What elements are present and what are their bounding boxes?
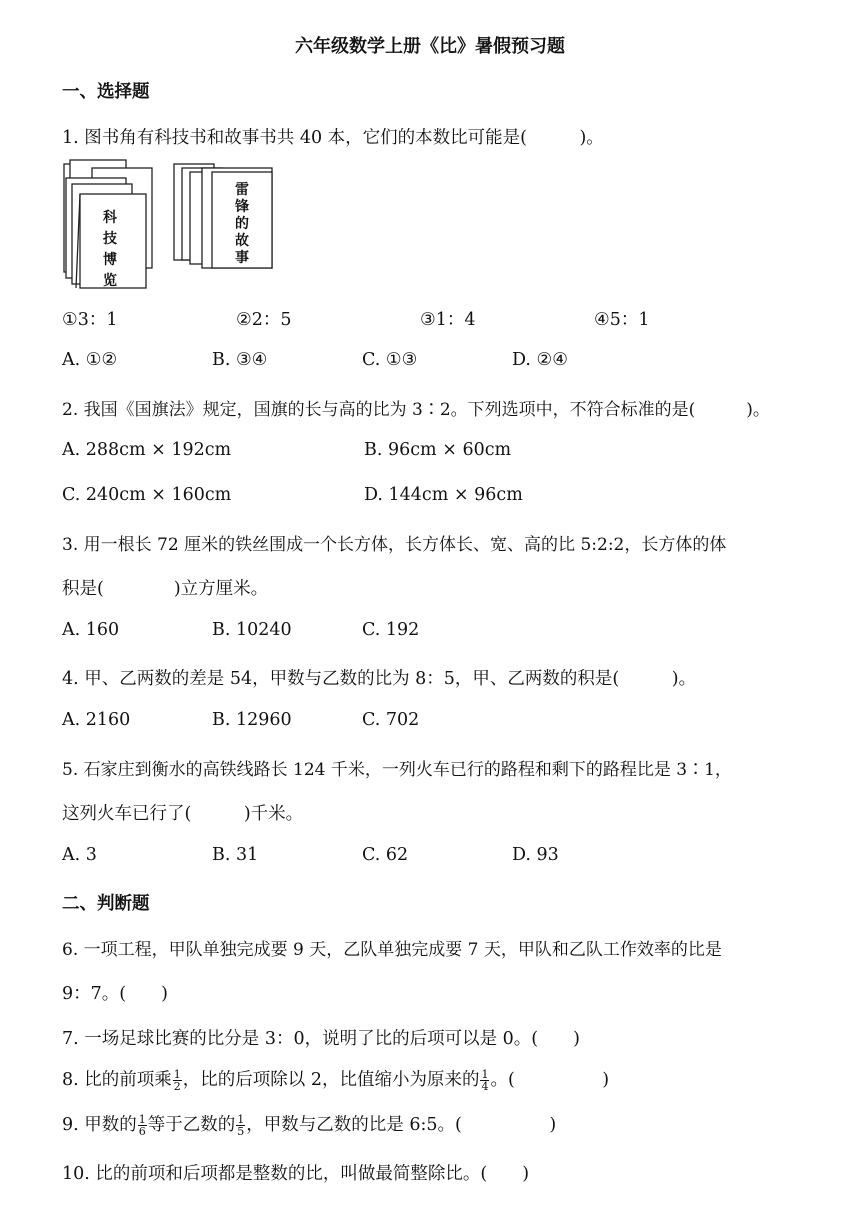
q4-option-c: C. 702 xyxy=(362,710,420,730)
ratio-4: ④5：1 xyxy=(594,310,650,330)
q4-option-a: A. 2160 xyxy=(62,710,131,730)
question-3-line-1: 3. 用一根长 72 厘米的铁丝围成一个长方体，长方体长、宽、高的比 5:2:2，长方体的体 xyxy=(62,535,727,555)
question-6-line-1: 6. 一项工程，甲队单独完成要 9 天，乙队单独完成要 7 天，甲队和乙队工作效率的比是 xyxy=(62,940,722,960)
ratio-1: ①3：1 xyxy=(62,310,118,330)
section-heading-judge: 二、判断题 xyxy=(62,894,150,914)
question-1-text: 1. 图书角有科技书和故事书共 40 本，它们的本数比可能是( )。 xyxy=(62,128,604,148)
question-5-line-1: 5. 石家庄到衡水的高铁线路长 124 千米，一列火车已行的路程和剩下的路程比是 3∶1， xyxy=(62,760,732,780)
q3-option-a: A. 160 xyxy=(62,620,120,640)
fraction-one-half: $\frac{1}{2}$ xyxy=(173,1068,181,1093)
ratio-3: ③1：4 xyxy=(420,310,476,330)
q1-option-b: B. ③④ xyxy=(212,350,268,370)
fraction-one-fifth: $\frac{1}{5}$ xyxy=(237,1113,245,1138)
fraction-one-quarter: $\frac{1}{4}$ xyxy=(481,1068,489,1093)
ratio-2: ②2：5 xyxy=(236,310,292,330)
q1-option-a: A. ①② xyxy=(62,350,118,370)
q5-option-a: A. 3 xyxy=(62,845,97,865)
section-heading-choice: 一、选择题 xyxy=(62,82,150,102)
q2-option-d: D. 144cm × 96cm xyxy=(364,485,523,505)
fraction-one-sixth: $\frac{1}{6}$ xyxy=(138,1113,146,1138)
q2-option-b: B. 96cm × 60cm xyxy=(364,440,512,460)
question-3-line-2: 积是( )立方厘米。 xyxy=(62,579,269,599)
question-4-text: 4. 甲、乙两数的差是 54，甲数与乙数的比为 8：5，甲、乙两数的积是( )。 xyxy=(62,669,697,689)
question-8-text: 8. 比的前项乘 $\frac{1}{2}$ ，比的后项除以 2，比值缩小为原来的 $\frac{1}{4}$ 。( ) xyxy=(62,1068,610,1093)
question-6-line-2: 9：7。( ) xyxy=(62,984,168,1004)
q2-option-a: A. 288cm × 192cm xyxy=(62,440,232,460)
q5-option-b: B. 31 xyxy=(212,845,259,865)
question-2-text: 2. 我国《国旗法》规定，国旗的长与高的比为 3∶2。下列选项中，不符合标准的是( )。 xyxy=(62,400,770,420)
question-10-text: 10. 比的前项和后项都是整数的比，叫做最简整除比。( ) xyxy=(62,1164,530,1184)
q1-option-c: C. ①③ xyxy=(362,350,418,370)
q5-option-c: C. 62 xyxy=(362,845,409,865)
page-title: 六年级数学上册《比》暑假预习题 xyxy=(295,36,565,57)
question-9-text: 9. 甲数的 $\frac{1}{6}$ 等于乙数的 $\frac{1}{5}$ ，甲数与乙数的比是 6:5。( ) xyxy=(62,1113,557,1138)
q4-option-b: B. 12960 xyxy=(212,710,292,730)
q3-option-c: C. 192 xyxy=(362,620,420,640)
question-7-text: 7. 一场足球比赛的比分是 3：0，说明了比的后项可以是 0。( ) xyxy=(62,1029,580,1049)
book-label-story: 雷 锋 的 故 事 xyxy=(235,182,249,266)
q3-option-b: B. 10240 xyxy=(212,620,292,640)
question-5-line-2: 这列火车已行了( )千米。 xyxy=(62,804,304,824)
book-label-science: 科 技 博 览 xyxy=(103,210,117,289)
q5-option-d: D. 93 xyxy=(512,845,559,865)
q2-option-c: C. 240cm × 160cm xyxy=(62,485,232,505)
q1-option-d: D. ②④ xyxy=(512,350,568,370)
